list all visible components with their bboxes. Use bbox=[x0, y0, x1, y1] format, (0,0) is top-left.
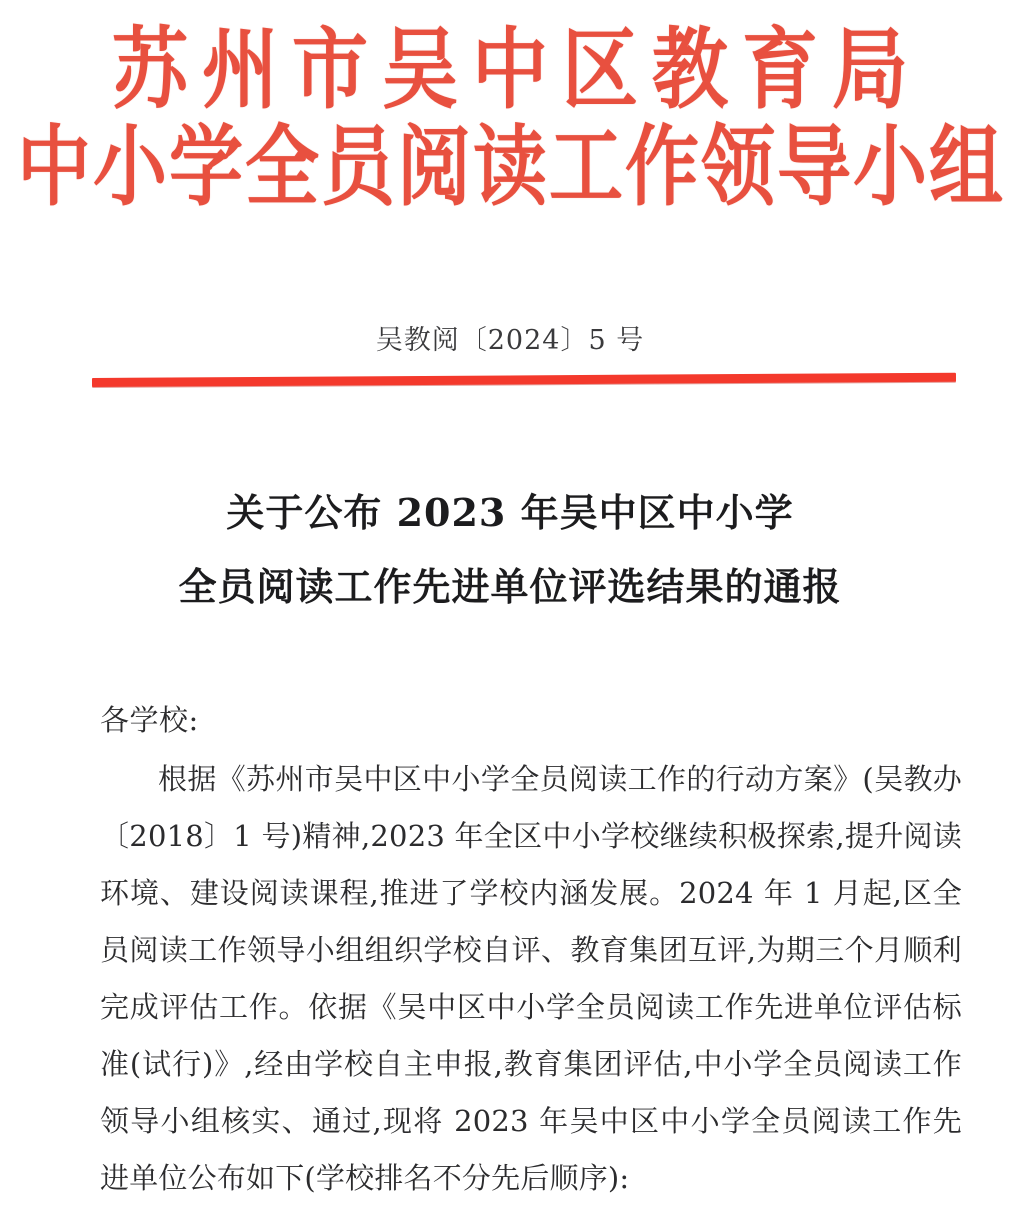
letterhead bbox=[0, 0, 1020, 219]
red-rule-bar bbox=[92, 373, 956, 387]
page-title bbox=[0, 476, 1020, 624]
salutation: 各学校: bbox=[100, 703, 199, 737]
body-paragraph-1: 根据《苏州市吴中区中小学全员阅读工作的行动方案》(吴教办〔2018〕1 号)精神,2023 年全区中小学校继续积极探索,提升阅读环境、建设阅读课程,推进了学校内涵发展。2024 年 1 月起,区全员阅读工作领导小组组织学校自评、教育集团互评,为期三个月顺利完成评估工作。依据《吴中区中小学全员阅读工作先进单位评估标准(试行)》,经由学校自主申报,教育集团评估,中小学全员阅读工作领导小组核实、通过,现将 2023 年吴中区中小学全员阅读工作先进单位公布如下(学校排名不分先后顺序): bbox=[100, 762, 962, 1195]
document-body bbox=[100, 692, 962, 1207]
letterhead-line-issuing-authority: 苏州市吴中区教育局 bbox=[112, 17, 922, 122]
page-title-line-2: 全员阅读工作先进单位评选结果的通报 bbox=[178, 564, 842, 609]
page-title-line-1: 关于公布 2023 年吴中区中小学 bbox=[226, 490, 794, 535]
red-separator-rule bbox=[92, 378, 956, 394]
letterhead-line-committee: 中小学全员阅读工作领导小组 bbox=[17, 116, 1005, 219]
document-serial-number: 吴教阅〔2024〕5 号 bbox=[375, 325, 645, 356]
